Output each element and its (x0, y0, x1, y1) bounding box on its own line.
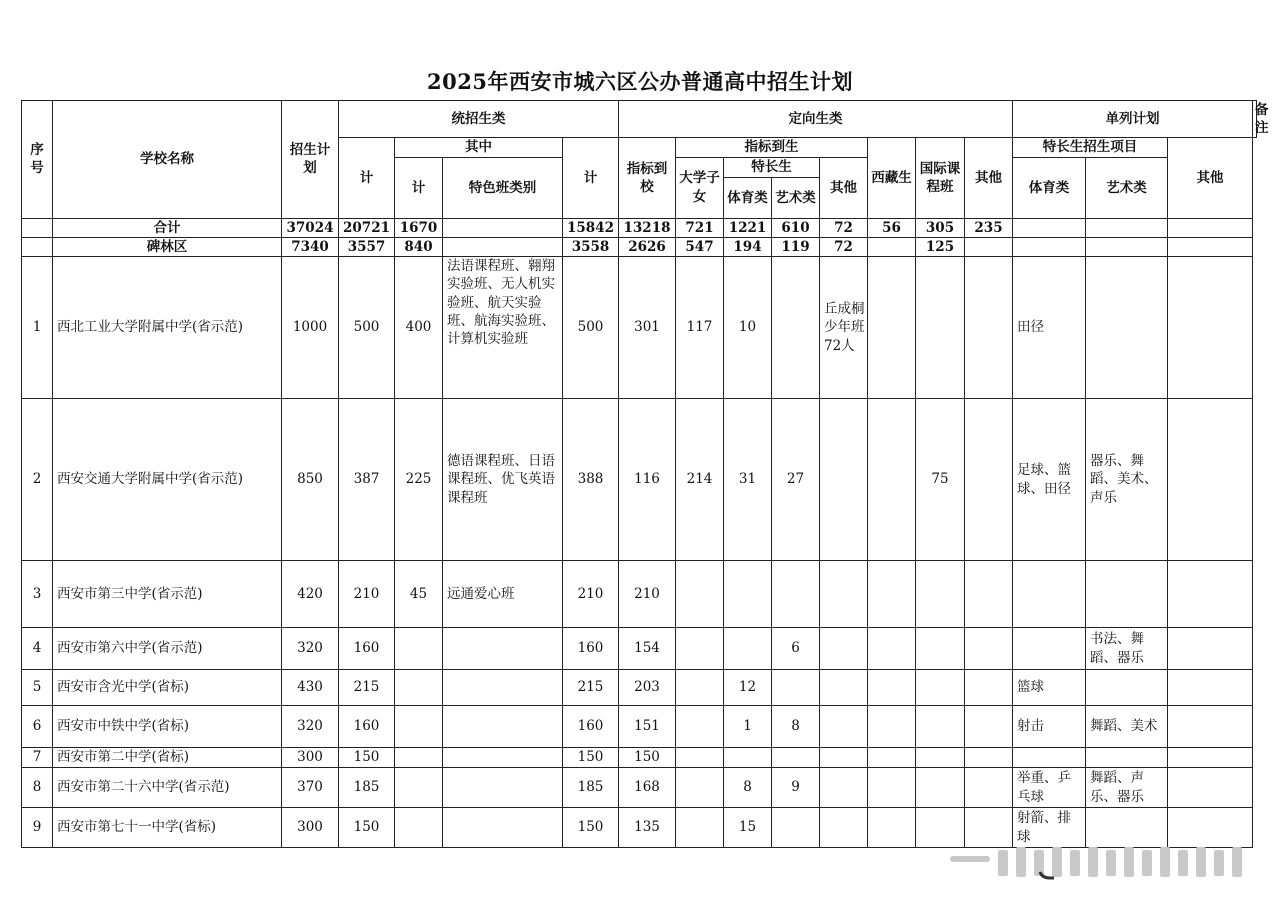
table-row (22, 399, 1257, 561)
cell-other: 丘成桐少年班72人 (820, 257, 868, 399)
cell-d_total: 150 (563, 748, 619, 768)
cell-remark-other (1168, 670, 1253, 706)
cell-among (395, 748, 443, 768)
cell-other (820, 670, 868, 706)
cell-univ: 117 (676, 257, 724, 399)
cell-plan: 7340 (282, 237, 339, 256)
cell-sports (724, 628, 772, 670)
cell-tibet (868, 561, 916, 628)
cell-u_total: 215 (339, 670, 395, 706)
table-row (22, 561, 1257, 628)
cell-intl (916, 706, 965, 748)
cell-other (820, 706, 868, 748)
cell-univ (676, 706, 724, 748)
cell-sep_other (965, 257, 1013, 399)
cell-seq: 3 (22, 561, 53, 628)
cell-seq: 8 (22, 768, 53, 808)
cell-among: 400 (395, 257, 443, 399)
cell-special-classes (443, 628, 563, 670)
cell-remark-sports: 射击 (1013, 706, 1086, 748)
cell-arts (772, 748, 820, 768)
header-remarks: 备注 (1253, 101, 1257, 138)
cell-intl: 75 (916, 399, 965, 561)
cell-tibet (868, 399, 916, 561)
cell-classes (443, 237, 563, 256)
header-separate: 单列计划 (1013, 101, 1253, 138)
cell-remark-sports (1013, 748, 1086, 768)
cell-d_total: 150 (563, 808, 619, 848)
cell-remark-other (1168, 561, 1253, 628)
cell-sep_other (965, 399, 1013, 561)
cell-quota: 13218 (619, 218, 676, 237)
cell-remark-sports: 射箭、排球 (1013, 808, 1086, 848)
header-among-total: 计 (395, 157, 443, 218)
cell-tibet (868, 706, 916, 748)
cell-r-sports (1013, 237, 1086, 256)
cell-arts: 119 (772, 237, 820, 256)
cell-d_total: 388 (563, 399, 619, 561)
cell-remark-arts: 器乐、舞蹈、美术、声乐 (1086, 399, 1168, 561)
cell-d_total: 15842 (563, 218, 619, 237)
header-sep-other: 其他 (965, 138, 1013, 218)
cell-sports: 15 (724, 808, 772, 848)
cell-univ (676, 808, 724, 848)
cell-plan: 1000 (282, 257, 339, 399)
cell-among (395, 768, 443, 808)
cell-among (395, 706, 443, 748)
cell-quota: 151 (619, 706, 676, 748)
cell-remark-other (1168, 706, 1253, 748)
cell-d_total: 210 (563, 561, 619, 628)
header-plan: 招生计划 (282, 101, 339, 219)
cell-sports: 1 (724, 706, 772, 748)
cell-sports: 10 (724, 257, 772, 399)
header-directed: 定向生类 (619, 101, 1013, 138)
page-title: 2025年西安市城六区公办普通高中招生计划 (427, 69, 853, 94)
cell-other (820, 748, 868, 768)
cell-sep_other (965, 561, 1013, 628)
cell-sep_other (965, 670, 1013, 706)
header-unified: 统招生类 (339, 101, 619, 138)
cell-sports: 1221 (724, 218, 772, 237)
header-remark-sports: 体育类 (1013, 157, 1086, 218)
cell-seq: 5 (22, 670, 53, 706)
cell-special-classes: 德语课程班、日语课程班、优飞英语课程班 (443, 399, 563, 561)
table-row (22, 257, 1257, 399)
cell-among (395, 808, 443, 848)
cell-remark-sports: 田径 (1013, 257, 1086, 399)
total_row-row (22, 218, 1257, 237)
cell-quota: 135 (619, 808, 676, 848)
cell-quota: 301 (619, 257, 676, 399)
cell-tibet (868, 257, 916, 399)
cell-plan: 300 (282, 748, 339, 768)
cell-intl: 305 (916, 218, 965, 237)
cell-seq (22, 237, 53, 256)
cell-sep_other: 235 (965, 218, 1013, 237)
cell-univ (676, 748, 724, 768)
cell-tibet: 56 (868, 218, 916, 237)
cell-quota: 116 (619, 399, 676, 561)
header-seq: 序号 (22, 101, 53, 219)
cell-sep_other (965, 628, 1013, 670)
header-unified-total: 计 (339, 138, 395, 218)
header-specialty-items: 特长生招生项目 (1013, 138, 1168, 157)
cell-u_total: 20721 (339, 218, 395, 237)
cell-sports: 194 (724, 237, 772, 256)
header-tibet: 西藏生 (868, 138, 916, 218)
cell-sep_other (965, 237, 1013, 256)
cell-plan: 37024 (282, 218, 339, 237)
cell-remark-sports (1013, 628, 1086, 670)
cell-arts: 27 (772, 399, 820, 561)
cell-u_total: 150 (339, 748, 395, 768)
cell-among: 45 (395, 561, 443, 628)
cell-sep_other (965, 768, 1013, 808)
cell-plan: 420 (282, 561, 339, 628)
cell-special-classes: 法语课程班、翱翔实验班、无人机实验班、航天实验班、航海实验班、计算机实验班 (443, 257, 563, 399)
cell-sports: 31 (724, 399, 772, 561)
cell-among: 1670 (395, 218, 443, 237)
header-among: 其中 (395, 138, 563, 157)
header-directed-total: 计 (563, 138, 619, 218)
cell-arts: 9 (772, 768, 820, 808)
table-row (22, 628, 1257, 670)
cell-classes (443, 218, 563, 237)
cell-remark-arts (1086, 257, 1168, 399)
cell-plan: 430 (282, 670, 339, 706)
cell-seq: 9 (22, 808, 53, 848)
cell-remark-other (1168, 628, 1253, 670)
cell-tibet (868, 768, 916, 808)
cell-special-classes: 远通爱心班 (443, 561, 563, 628)
cell-plan: 320 (282, 706, 339, 748)
cell-r-sports (1013, 218, 1086, 237)
cell-u_total: 3557 (339, 237, 395, 256)
cell-intl (916, 748, 965, 768)
cell-seq: 6 (22, 706, 53, 748)
cell-d_total: 160 (563, 706, 619, 748)
cell-name: 碑林区 (53, 237, 282, 256)
cell-quota: 2626 (619, 237, 676, 256)
cell-other (820, 628, 868, 670)
table-row (22, 670, 1257, 706)
cell-u_total: 160 (339, 628, 395, 670)
cell-univ: 214 (676, 399, 724, 561)
cell-univ (676, 768, 724, 808)
cell-quota: 210 (619, 561, 676, 628)
cell-intl (916, 561, 965, 628)
cell-remark-sports: 足球、篮球、田径 (1013, 399, 1086, 561)
cell-plan: 850 (282, 399, 339, 561)
cell-intl (916, 670, 965, 706)
cell-u_total: 500 (339, 257, 395, 399)
cell-univ (676, 670, 724, 706)
cell-arts (772, 561, 820, 628)
header-quota-school: 指标到校 (619, 138, 676, 218)
cell-quota: 168 (619, 768, 676, 808)
cell-sep_other (965, 748, 1013, 768)
cell-d_total: 215 (563, 670, 619, 706)
cell-special-classes (443, 748, 563, 768)
cell-plan: 300 (282, 808, 339, 848)
cell-remark-other (1168, 748, 1253, 768)
cell-u_total: 150 (339, 808, 395, 848)
header-school-name: 学校名称 (53, 101, 282, 219)
cell-remark-arts (1086, 670, 1168, 706)
cell-remark-arts (1086, 748, 1168, 768)
cell-other (820, 808, 868, 848)
cell-seq: 4 (22, 628, 53, 670)
table-row (22, 706, 1257, 748)
cell-plan: 320 (282, 628, 339, 670)
cell-other: 72 (820, 237, 868, 256)
cell-u_total: 210 (339, 561, 395, 628)
cell-remark-arts: 舞蹈、声乐、器乐 (1086, 768, 1168, 808)
cell-r-arts (1086, 218, 1168, 237)
cell-univ: 547 (676, 237, 724, 256)
header-specialty: 特长生 (724, 157, 820, 177)
cell-quota: 203 (619, 670, 676, 706)
cell-special-classes (443, 670, 563, 706)
cell-among (395, 628, 443, 670)
cell-sports (724, 561, 772, 628)
cell-intl (916, 257, 965, 399)
header-special-class: 特色班类别 (443, 157, 563, 218)
cell-school-name: 西安市第三中学(省示范) (53, 561, 282, 628)
header-sports: 体育类 (724, 177, 772, 218)
cell-remark-sports: 举重、乒乓球 (1013, 768, 1086, 808)
cell-sports: 12 (724, 670, 772, 706)
cell-intl (916, 768, 965, 808)
cell-special-classes (443, 768, 563, 808)
cell-seq: 7 (22, 748, 53, 768)
cell-remark-other (1168, 768, 1253, 808)
cell-arts (772, 808, 820, 848)
cell-tibet (868, 237, 916, 256)
cell-seq: 1 (22, 257, 53, 399)
cell-arts: 6 (772, 628, 820, 670)
cell-arts: 8 (772, 706, 820, 748)
district_row-row (22, 237, 1257, 256)
cell-univ (676, 628, 724, 670)
header-arts: 艺术类 (772, 177, 820, 218)
cell-remark-other (1168, 399, 1253, 561)
table-row (22, 768, 1257, 808)
cell-school-name: 西安市第六中学(省示范) (53, 628, 282, 670)
cell-special-classes (443, 706, 563, 748)
cell-sep_other (965, 706, 1013, 748)
cell-school-name: 西安交通大学附属中学(省示范) (53, 399, 282, 561)
header-univ-children: 大学子女 (676, 157, 724, 218)
cell-school-name: 西北工业大学附属中学(省示范) (53, 257, 282, 399)
cell-remark-arts (1086, 561, 1168, 628)
cell-seq (22, 218, 53, 237)
cell-univ (676, 561, 724, 628)
cell-remark-arts: 舞蹈、美术 (1086, 706, 1168, 748)
cell-school-name: 西安市含光中学(省标) (53, 670, 282, 706)
cell-school-name: 西安市第二中学(省标) (53, 748, 282, 768)
cell-intl: 125 (916, 237, 965, 256)
cell-arts (772, 257, 820, 399)
cell-school-name: 西安市第七十一中学(省标) (53, 808, 282, 848)
header-quota-student: 指标到生 (676, 138, 868, 157)
cell-quota: 154 (619, 628, 676, 670)
cell-school-name: 西安市第二十六中学(省示范) (53, 768, 282, 808)
cell-plan: 370 (282, 768, 339, 808)
cell-d_total: 500 (563, 257, 619, 399)
cell-school-name: 西安市中铁中学(省标) (53, 706, 282, 748)
cell-other (820, 399, 868, 561)
enrollment-plan-table (21, 100, 1269, 848)
cell-sports: 8 (724, 768, 772, 808)
cell-arts (772, 670, 820, 706)
cell-other (820, 768, 868, 808)
table-row (22, 748, 1257, 768)
cell-other (820, 561, 868, 628)
cell-arts: 610 (772, 218, 820, 237)
cell-seq: 2 (22, 399, 53, 561)
cell-tibet (868, 748, 916, 768)
watermark (950, 842, 1255, 880)
cell-remark-sports (1013, 561, 1086, 628)
cell-sports (724, 748, 772, 768)
cell-r-other (1168, 237, 1253, 256)
cell-remark-sports: 篮球 (1013, 670, 1086, 706)
cell-special-classes (443, 808, 563, 848)
cell-d_total: 3558 (563, 237, 619, 256)
cell-other: 72 (820, 218, 868, 237)
cell-among: 225 (395, 399, 443, 561)
cell-tibet (868, 628, 916, 670)
cell-among (395, 670, 443, 706)
cell-intl (916, 628, 965, 670)
cell-remark-other (1168, 257, 1253, 399)
cell-u_total: 185 (339, 768, 395, 808)
header-intl: 国际课程班 (916, 138, 965, 218)
cell-name: 合计 (53, 218, 282, 237)
cell-tibet (868, 670, 916, 706)
cell-remark-arts: 书法、舞蹈、器乐 (1086, 628, 1168, 670)
cell-u_total: 387 (339, 399, 395, 561)
cell-r-arts (1086, 237, 1168, 256)
cell-quota: 150 (619, 748, 676, 768)
cell-among: 840 (395, 237, 443, 256)
header-remark-other: 其他 (1168, 138, 1253, 218)
header-other: 其他 (820, 157, 868, 218)
cell-r-other (1168, 218, 1253, 237)
cell-univ: 721 (676, 218, 724, 237)
cell-d_total: 185 (563, 768, 619, 808)
cell-d_total: 160 (563, 628, 619, 670)
cell-tibet (868, 808, 916, 848)
header-remark-arts: 艺术类 (1086, 157, 1168, 218)
cell-u_total: 160 (339, 706, 395, 748)
